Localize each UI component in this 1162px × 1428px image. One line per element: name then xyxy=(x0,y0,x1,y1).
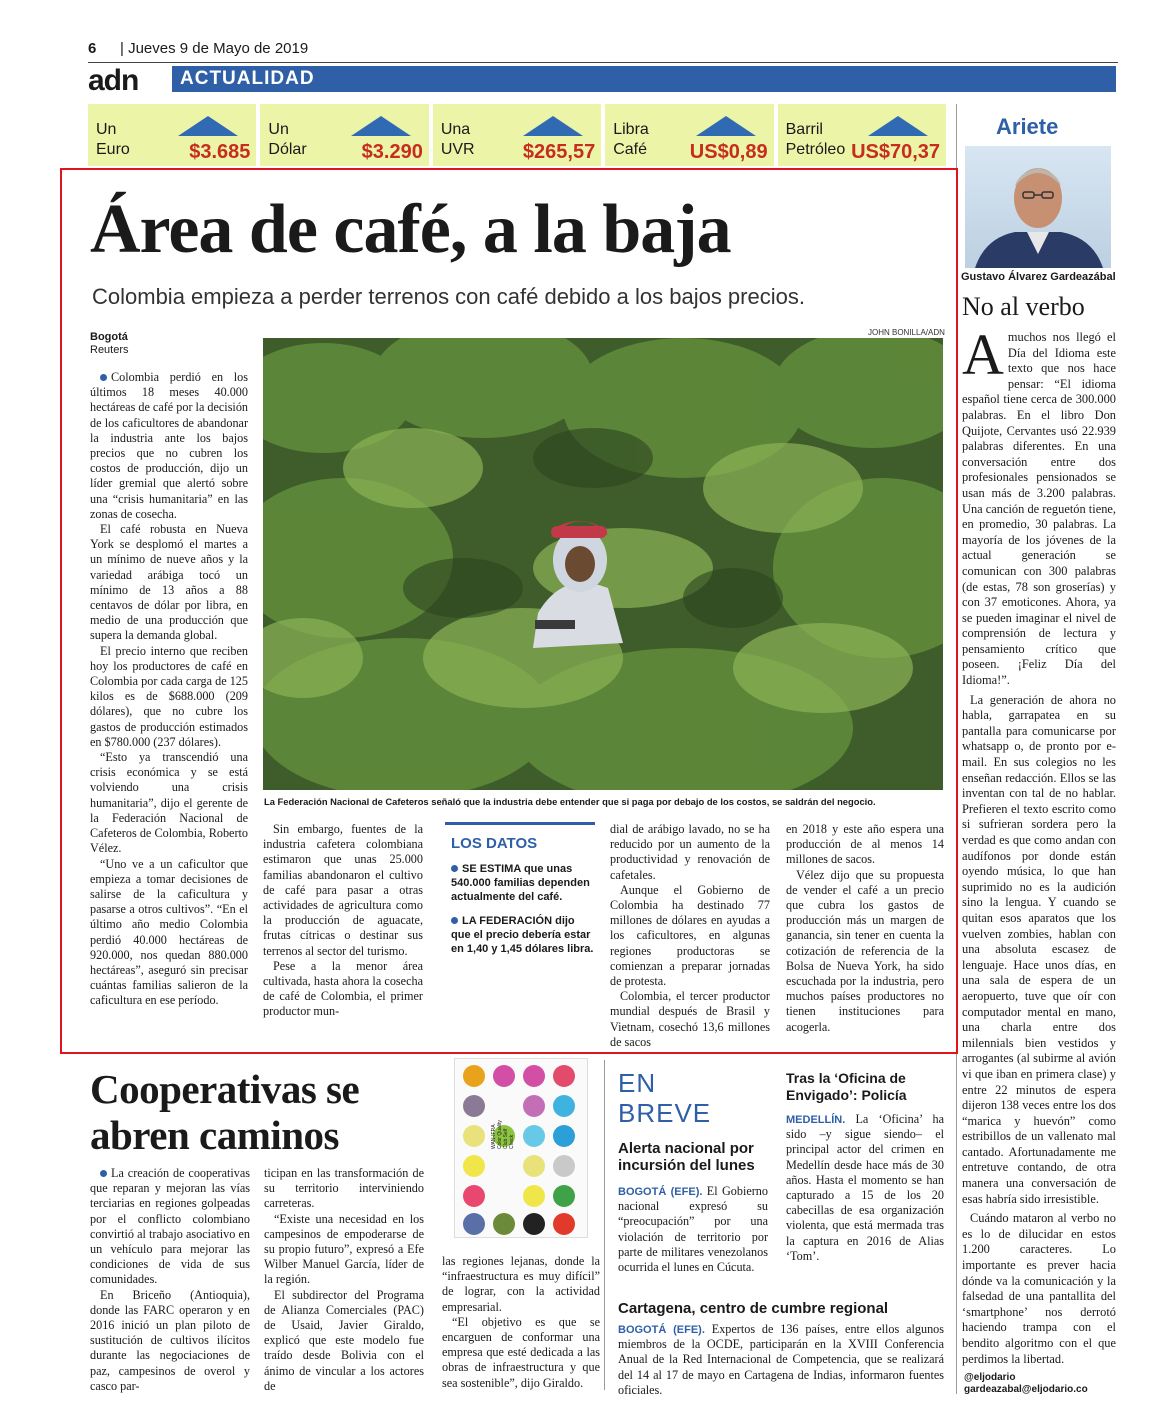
main-subhead: Colombia empieza a perder terrenos con café debido a los bajos precios. xyxy=(92,284,805,309)
indicator-value: $265,57 xyxy=(522,141,596,163)
color-quality-chart xyxy=(454,1058,588,1238)
paragraph: dial de arábigo lavado, no se ha reducido por un aumento de la productividad y renovación de cafetales. xyxy=(610,822,770,882)
author-email[interactable]: gardeazabal@eljodario.co xyxy=(964,1384,1088,1395)
data-lead: LA FEDERACIÓN xyxy=(462,915,553,927)
adn-logo: adn xyxy=(88,64,139,97)
indicator-name: Café xyxy=(613,141,648,158)
author-contact xyxy=(964,1372,1088,1396)
coop-column-1 xyxy=(90,1166,250,1394)
indicator-name: Dólar xyxy=(268,141,307,158)
ariete-title: Ariete xyxy=(996,114,1059,139)
up-arrow-icon xyxy=(868,116,928,136)
color-dot xyxy=(523,1213,545,1235)
data-text: dijo que el precio debería estar en 1,40 y 1,45 dólares libra. xyxy=(451,915,594,955)
paragraph: Colombia, el tercer productor mundial después de Brasil y Vietnam, cosechó 13,6 millones de sacos xyxy=(610,989,770,1049)
paragraph-text: La creación de cooperativas que reparan y mejoran las vías terciarias en regiones golpeadas por el conflicto colombiano convirtió al trabajo asociativo en un vehículo para mejorar las condiciones de vida de sus comunidades. xyxy=(90,1166,250,1287)
indicator-euro xyxy=(88,104,256,166)
main-headline: Área de café, a la baja xyxy=(90,191,731,268)
column-headline: No al verbo xyxy=(962,292,1085,321)
color-dot xyxy=(493,1065,515,1087)
column-body xyxy=(962,322,1116,1367)
en-breve-title xyxy=(618,1068,711,1128)
data-item xyxy=(451,914,595,956)
color-dot xyxy=(553,1065,575,1087)
coop-column-3 xyxy=(442,1254,600,1391)
author-name: Gustavo Álvarez Gardeazábal xyxy=(961,271,1116,283)
color-dot xyxy=(523,1065,545,1087)
brief-headline: Alerta nacional por incursión del lunes xyxy=(618,1140,755,1174)
color-dot xyxy=(523,1155,545,1177)
coffee-farmer-photo xyxy=(263,338,943,790)
paragraph: En Briceño (Antioquia), donde las FARC operaron y en 2016 inició un plan piloto de sustitución de cultivos ilícitos durante las negociaciones de paz, campesinos de overol y casco par- xyxy=(90,1287,250,1393)
paragraph: El subdirector del Programa de Alianza Comerciales (PAC) de Usaid, Javier Giraldo, explicó que este modelo fue traído desde Bolivia con el ánimo de vincular a los actores de xyxy=(264,1287,424,1393)
section-bar: ACTUALIDAD xyxy=(172,66,1116,92)
color-dot xyxy=(553,1125,575,1147)
bullet-icon xyxy=(100,374,107,381)
paragraph-text: Colombia perdió en los últimos 18 meses 40.000 hectáreas de café por la decisión de los caficultores de abandonar la industria ante los bajos precios que no cubren los costos de producción, dijo un líder gremial que alertó sobre una “crisis humanitaria” en las zonas de cosecha. xyxy=(90,370,249,521)
indicator-name: UVR xyxy=(440,141,475,158)
paragraph: “El objetivo es que se encarguen de conformar una empresa que esté dedicada a las obras de infraestructura y que sea sostenible”, dijo Giraldo. xyxy=(442,1314,600,1390)
color-dot xyxy=(553,1095,575,1117)
color-dot xyxy=(463,1125,485,1147)
indicator-name: Euro xyxy=(96,141,130,158)
paragraph: Aunque el Gobierno de Colombia ha destinado 77 millones de dólares en ayudas a los caficultores, en algunas regiones productoras se comienzan a preparar jornadas de protesta. xyxy=(610,882,770,989)
up-arrow-icon xyxy=(178,116,238,136)
brief-city: BOGOTÁ (EFE). xyxy=(618,1186,703,1198)
paragraph: Pese a la menor área cultivada, hasta ahora la cosecha de café de Colombia, el primer productor mun- xyxy=(263,958,423,1019)
brief-text: Expertos de 136 países, entre ellos algunos miembros de la OCDE, participarán en la XVIII Conferencia Anual de la Red Internacional de Competencia, que se realizará del 14 al 17 de mayo en Cartagena de Indias, informaron fuentes oficiales. xyxy=(618,1322,944,1397)
paragraph: ticipan en las transformación de su territorio interviniendo carreteras. xyxy=(264,1166,424,1211)
indicator-petroleo xyxy=(778,104,946,166)
photo-credit: JOHN BONILLA/ADN xyxy=(868,328,945,337)
color-dot xyxy=(523,1185,545,1207)
data-text: que unas 540.000 familias dependen actualmente del café. xyxy=(451,863,590,903)
up-arrow-icon xyxy=(696,116,756,136)
en-breve-line: BREVE xyxy=(618,1098,712,1128)
indicator-value: $3.290 xyxy=(361,141,423,163)
color-dot xyxy=(463,1095,485,1117)
color-dot xyxy=(553,1185,575,1207)
dateline: Bogotá xyxy=(90,331,128,343)
color-dot xyxy=(523,1095,545,1117)
color-dot xyxy=(463,1155,485,1177)
color-chart-label: WAN-IFRA Color Quality Club Self Check xyxy=(491,1120,515,1149)
brief-headline: Cartagena, centro de cumbre regional xyxy=(618,1300,889,1317)
photo-caption: La Federación Nacional de Cafeteros señaló que la industria debe entender que si paga por debajo de los costos, se saldrán del negocio. xyxy=(264,796,876,807)
color-dot xyxy=(523,1125,545,1147)
brief-body xyxy=(786,1112,944,1264)
paragraph: Sin embargo, fuentes de la industria cafetera colombiana estimaron que unas 25.000 familias abandonaron el cultivo de café para pasar a otras actividades de agricultura como la producción de aguacate, frutas cítricas o destinar sus terrenos al sector del turismo. xyxy=(263,822,423,958)
paragraph: en 2018 y este año espera una producción de al menos 14 millones de sacos. xyxy=(786,822,944,867)
indicator-unit: Un xyxy=(268,121,289,138)
data-lead: SE ESTIMA xyxy=(462,863,521,875)
coop-column-2 xyxy=(264,1166,424,1394)
economic-indicators xyxy=(88,104,946,166)
indicator-unit: Un xyxy=(96,121,117,138)
bullet-icon xyxy=(100,1170,107,1177)
indicator-cafe xyxy=(605,104,773,166)
color-dot xyxy=(553,1155,575,1177)
data-box xyxy=(445,822,595,966)
brief-city: BOGOTÁ (EFE). xyxy=(618,1324,705,1336)
paragraph xyxy=(90,1166,250,1288)
brief-text: El Gobierno nacional expresó su “preocupación” por una violación de territorio por parte de militares venezolanos ocurrida el lunes en Cúcuta. xyxy=(618,1184,768,1275)
paragraph: La generación de ahora no habla, garrapatea en su pantalla para comunicarse por whatsapp o, de pronto por e-mail. En sus colegios no les enseñan redacción. Ellos se las inventan con tal de no hablar. Prefieren el texto escrito como si sufrieran sordera pero la verdad es que como andan con audífonos por donde están oyendo música, lo que han suprimido no es la audición sino la lengua. Y cuando se quitan esos aparatos que los vuelven zombies, hablan con una absoluta escasez de lenguaje. Hace unos días, en una sala de espera de un aeropuerto, tuve que oír con computador mental en mano, una charla entre dos milennials bien vestidos y arrogantes (al subirme al avión vi que iban en primera clase) y entre 22 minutos de espera dijeron 138 veces entre los dos “marica y huevón” como estribillos de un vallenato mal cantado. Afortunadamente me entretuve contando, de otra manera una conversación de esas habría sido irresistible. xyxy=(962,692,1116,1206)
paragraph: Cuándo mataron al verbo no es lo de dilucidar en estos 1.200 caracteres. Lo importante es prever hacia dónde va la comunicación y la falsedad de una pantallita del ‘smartphone’ nos derrotó haciendo trampa con el bendito algoritmo con el que perdimos la libertad. xyxy=(962,1211,1116,1366)
color-dot xyxy=(553,1213,575,1235)
paragraph: las regiones lejanas, donde la “infraestructura es muy difícil” de lograr, con la actividad empresarial. xyxy=(442,1254,600,1314)
color-dot xyxy=(463,1213,485,1235)
indicator-unit: Libra xyxy=(613,121,649,138)
data-item xyxy=(451,862,595,904)
brief-headline: Tras la ‘Oficina de Envigado’: Policía xyxy=(786,1070,907,1103)
up-arrow-icon xyxy=(351,116,411,136)
bullet-icon xyxy=(451,865,458,872)
paragraph: Vélez dijo que su propuesta de vender el café a un precio que cubra los gastos de producción más un margen de ganancia, sin tener en cuenta la cotización de referencia de la Bolsa de Nueva York, ha sido escuchada por la industria, pero muchos países productores no tienen instituciones para acogerla. xyxy=(786,867,944,1034)
article-column-5 xyxy=(786,822,944,1035)
paragraph: “Esto ya transcendió una crisis económica y se está volviendo una crisis humanitaria”, dijo el gerente de la Federación Nacional de Cafeteros de Colombia, Roberto Vélez. xyxy=(90,750,248,856)
indicator-value: US$0,89 xyxy=(689,141,768,163)
bullet-icon xyxy=(451,917,458,924)
brief-city: MEDELLÍN. xyxy=(786,1114,846,1126)
header-rule xyxy=(88,62,1118,63)
color-dot xyxy=(493,1213,515,1235)
indicator-name: Petróleo xyxy=(785,141,846,158)
column-divider xyxy=(604,1060,605,1390)
news-source: Reuters xyxy=(90,344,129,356)
paragraph xyxy=(90,370,248,522)
paragraph: muchos nos llegó el Día del Idioma este texto que nos hace pensar: “El idioma español tiene cerca de 300.000 palabras. En el libro Don Quijote, Cervantes usó 22.939 palabras diferentes. En una conversación entre dos profesionales pensionados se usan más de 3.200 palabras. Una canción de reguetón tiene, en promedio, 30 palabras. La mayoría de los jóvenes de la actual generación se comunican con 300 palabras (de estas, 78 son groserías) y con 37 emoticones. Ahora, ya se pueden imaginar el nivel de comprensión de lectura y pensamiento crítico que poseen. ¡Feliz Día del Idioma!”. xyxy=(962,330,1116,688)
paragraph: El precio interno que reciben hoy los productores de café en Colombia por cada carga de 125 kilos es de $688.000 (209 dólares), que no cubre los gastos de producción estimados en $780.000 (237 dólares). xyxy=(90,643,248,749)
color-dot xyxy=(463,1185,485,1207)
paragraph: “Uno ve a un caficultor que empieza a tomar decisiones de salirse de la caficultura y pasarse a otros cultivos”. “En el último año medio Colombia perdió 40.000 hectáreas de 920.000, nos quedan 880.000 hectáreas”, aseguró sin precisar cuántas familias salieron de la caficultura en ese período. xyxy=(90,856,248,1008)
indicator-unit: Barril xyxy=(785,121,823,138)
article-column-1 xyxy=(90,370,248,1009)
indicator-uvr xyxy=(433,104,601,166)
brief-text: La ‘Oficina’ ha sido –y sigue siendo– el principal actor del crimen en Medellín desde hace más de 30 años. Hasta el momento se han capturado a 15 de los 20 cabecillas de esa organización violenta, que está mermada tras la captura en 2016 de Alias ‘Tom’. xyxy=(786,1112,944,1263)
indicator-dolar xyxy=(260,104,428,166)
article-column-4 xyxy=(610,822,770,1050)
brief-body xyxy=(618,1322,944,1398)
drop-cap: A xyxy=(962,322,1004,387)
color-dot xyxy=(463,1065,485,1087)
brief-body xyxy=(618,1184,768,1275)
up-arrow-icon xyxy=(523,116,583,136)
indicator-value: $3.685 xyxy=(189,141,251,163)
article-column-2 xyxy=(263,822,423,1020)
en-breve-line: EN xyxy=(618,1068,657,1098)
page-number: 6 xyxy=(88,40,97,57)
indicator-unit: Una xyxy=(440,121,471,138)
page-date: | Jueves 9 de Mayo de 2019 xyxy=(120,40,309,57)
author-photo xyxy=(965,146,1111,268)
data-box-title: LOS DATOS xyxy=(451,835,538,852)
coop-headline: Cooperativas se abren caminos xyxy=(90,1066,360,1158)
twitter-handle[interactable]: @eljodario xyxy=(964,1372,1016,1383)
indicator-value: US$70,37 xyxy=(851,141,941,163)
paragraph: “Existe una necesidad en los campesinos de empoderarse de su propio futuro”, expresó a Efe Wilber Manuel García, líder de la región. xyxy=(264,1211,424,1287)
paragraph: El café robusta en Nueva York se desplomó el martes a un mínimo de nueve años y la variedad arábiga tocó un mínimo de 13 años a 88 centavos de dólar por libra, en medio de una producción que supera la demanda global. xyxy=(90,522,248,643)
